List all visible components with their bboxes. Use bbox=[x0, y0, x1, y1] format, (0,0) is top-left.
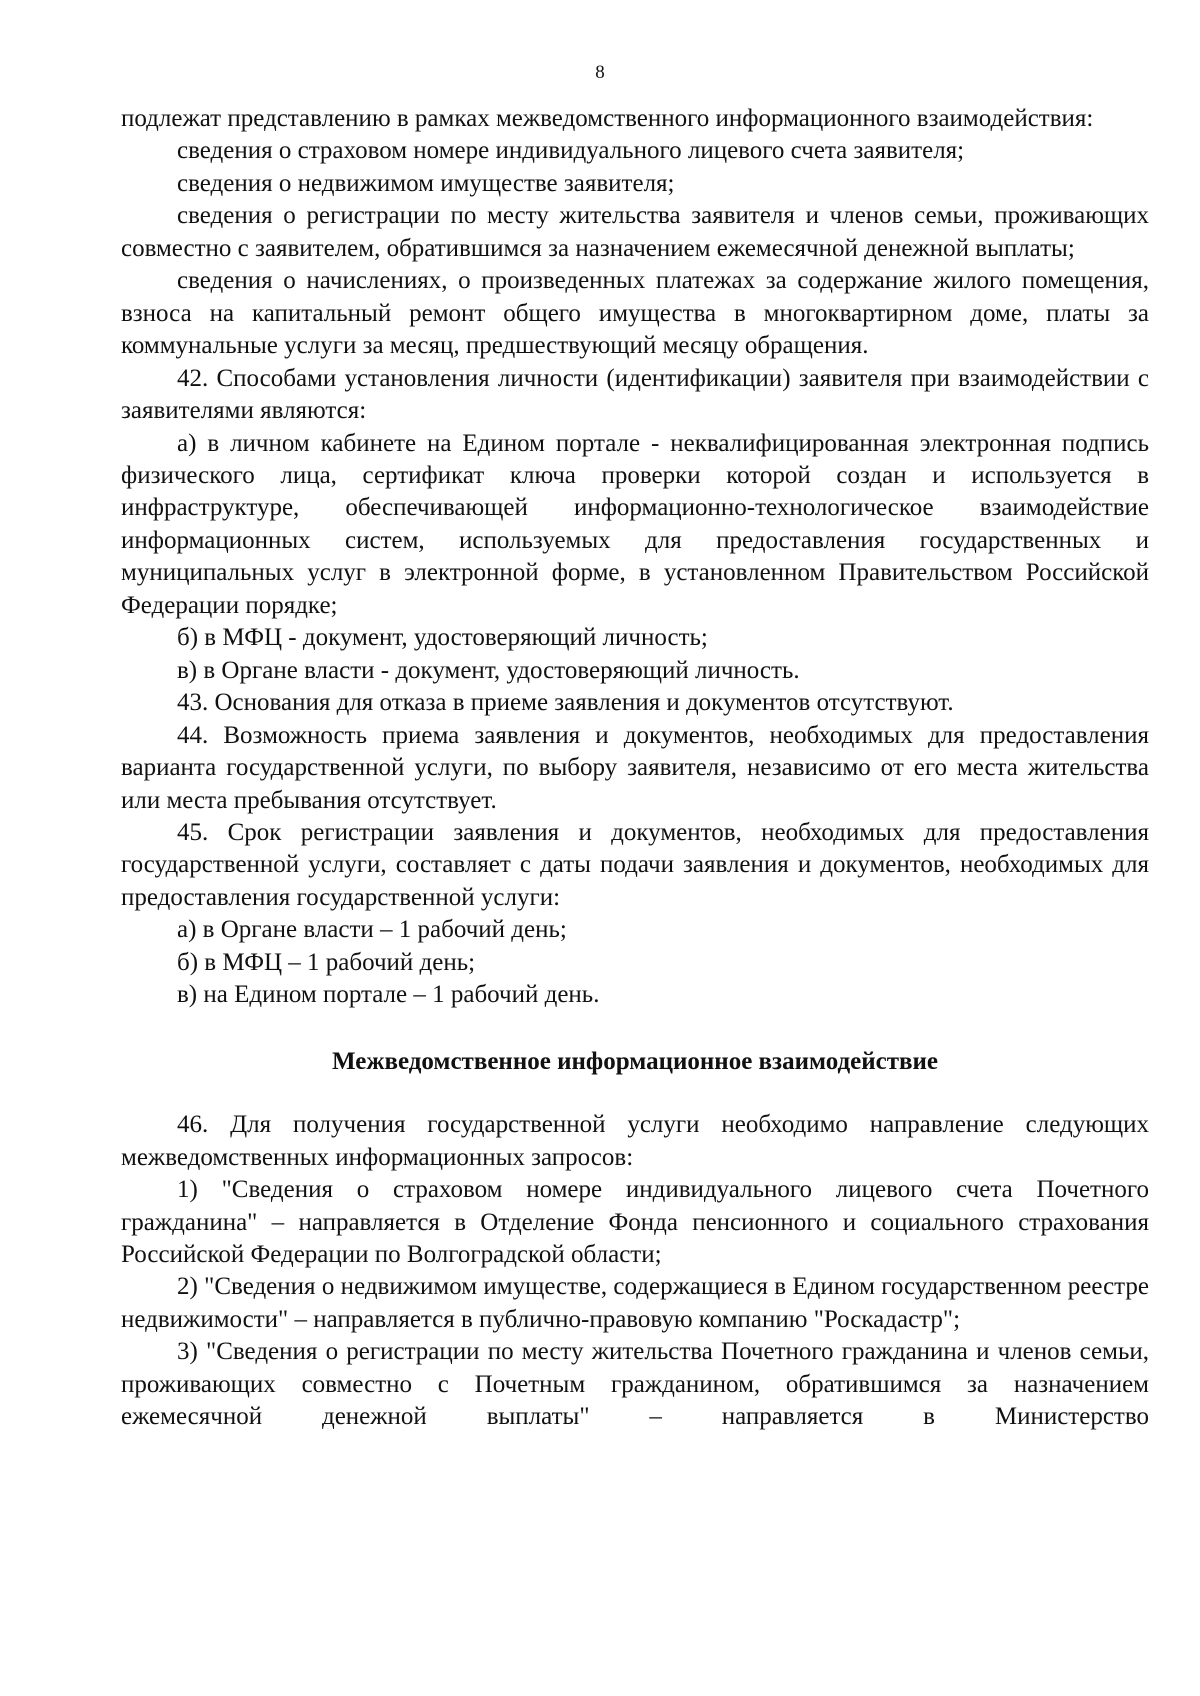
paragraph: 44. Возможность приема заявления и документов, необходимых для предоставления варианта государственной услуги, по выбору заявителя, независимо от его места жительства или места пребывания отсутствует. bbox=[121, 721, 1149, 814]
paragraph: а) в личном кабинете на Едином портале - неквалифицированная электронная подпись физического лица, сертификат ключа проверки которой создан и используется в инфраструктуре, обеспечивающей информационно-технологическое взаимодействие информационных систем, используемых для предоставления государственных и муниципальных услуг в электронной форме, в установленном Правительством Российской Федерации порядке; bbox=[121, 429, 1149, 619]
paragraph: в) на Едином портале – 1 рабочий день. bbox=[177, 981, 600, 1009]
document-body bbox=[121, 103, 1149, 1434]
paragraph: сведения о недвижимом имуществе заявителя; bbox=[177, 169, 675, 197]
paragraph: 42. Способами установления личности (идентификации) заявителя при взаимодействии с заявителями являются: bbox=[121, 364, 1149, 425]
paragraph: б) в МФЦ - документ, удостоверяющий личность; bbox=[177, 624, 708, 652]
paragraph: 45. Срок регистрации заявления и документов, необходимых для предоставления государственной услуги, составляет с даты подачи заявления и документов, необходимых для предоставления государственной услуги: bbox=[121, 818, 1149, 911]
paragraph: 43. Основания для отказа в приеме заявления и документов отсутствуют. bbox=[177, 689, 954, 717]
paragraph: 46. Для получения государственной услуги необходимо направление следующих межведомственных информационных запросов: bbox=[121, 1111, 1149, 1171]
paragraph: сведения о начислениях, о произведенных платежах за содержание жилого помещения, взноса на капитальный ремонт общего имущества в многоквартирном доме, платы за коммунальные услуги за месяц, предшествующий месяцу обращения. bbox=[121, 267, 1149, 360]
paragraphs-after-heading bbox=[121, 1109, 1149, 1434]
paragraph: сведения о страховом номере индивидуального лицевого счета заявителя; bbox=[177, 137, 965, 165]
paragraph: сведения о регистрации по месту жительства заявителя и членов семьи, проживающих совместно с заявителем, обратившимся за назначением ежемесячной денежной выплаты; bbox=[121, 202, 1149, 262]
page-number: 8 bbox=[595, 62, 605, 83]
paragraph: 2) "Сведения о недвижимом имуществе, содержащиеся в Едином государственном реестре недвижимости" – направляется в публично-правовую компанию "Роскадастр"; bbox=[121, 1273, 1149, 1333]
section-heading: Межведомственное информационное взаимодействие bbox=[332, 1047, 938, 1075]
paragraph: 3) "Сведения о регистрации по месту жительства Почетного гражданина и членов семьи, проживающих совместно с Почетным гражданином, обратившимся за назначением ежемесячной денежной выплаты" – направляется в Министерство bbox=[121, 1338, 1149, 1431]
paragraph: в) в Органе власти - документ, удостоверяющий личность. bbox=[177, 656, 800, 684]
paragraph: б) в МФЦ – 1 рабочий день; bbox=[177, 948, 476, 976]
paragraph: 1) "Сведения о страховом номере индивидуального лицевого счета Почетного гражданина" – направляется в Отделение Фонда пенсионного и социального страхования Российской Федерации по Волгоградской области; bbox=[121, 1176, 1149, 1268]
paragraph: а) в Органе власти – 1 рабочий день; bbox=[177, 916, 567, 944]
paragraphs-before-heading bbox=[121, 103, 1149, 1012]
paragraph: подлежат представлению в рамках межведомственного информационного взаимодействия: bbox=[121, 105, 1094, 132]
